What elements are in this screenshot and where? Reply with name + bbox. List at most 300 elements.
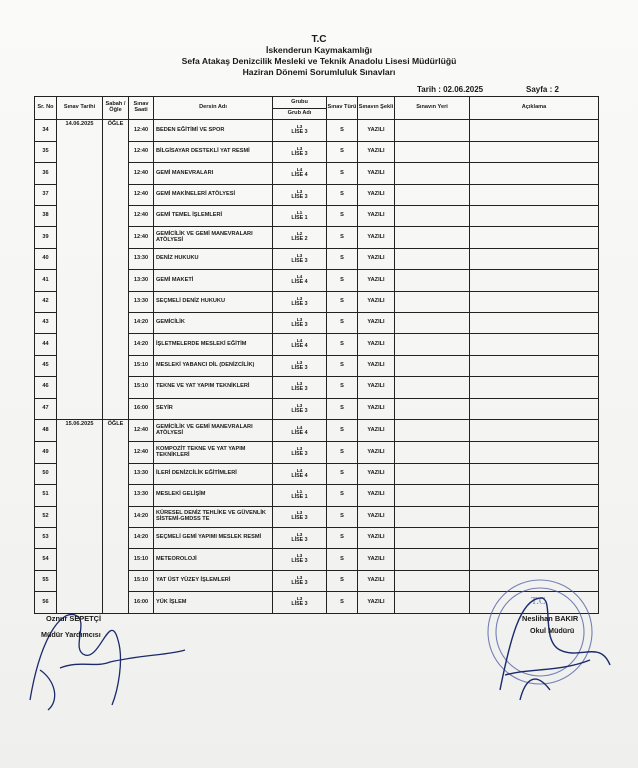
group-cell <box>273 141 327 162</box>
group-name: LİSE 3 <box>291 193 308 200</box>
group-code: L1 <box>296 490 303 496</box>
exam-time: 12:40 <box>129 120 154 142</box>
group-name: LİSE 2 <box>291 236 308 243</box>
exam-shift <box>103 592 129 614</box>
group-code: L3 <box>296 146 303 152</box>
table-row <box>35 141 599 162</box>
course-name: GEMİ MAKİNELERİ ATÖLYESİ <box>154 184 273 205</box>
course-name: YÜK İŞLEM <box>154 592 273 614</box>
table-row <box>35 570 599 591</box>
row-number: 55 <box>35 570 57 591</box>
exam-time: 16:00 <box>129 592 154 614</box>
row-number: 40 <box>35 248 57 269</box>
right-signatory-name: Neslihan BAKIR <box>522 614 579 623</box>
row-number: 47 <box>35 398 57 420</box>
exam-date <box>57 355 103 376</box>
exam-date <box>57 334 103 355</box>
exam-type: S <box>327 355 358 376</box>
exam-type: S <box>327 377 358 398</box>
exam-type: S <box>327 506 358 527</box>
group-name: LİSE 3 <box>291 364 308 371</box>
col-header-shift: Sabah / Öğle <box>103 97 129 120</box>
course-name: YAT ÜST YÜZEY İŞLEMLERİ <box>154 570 273 591</box>
group-name: LİSE 3 <box>291 536 308 543</box>
group-cell <box>273 485 327 506</box>
course-name: SEYİR <box>154 398 273 420</box>
group-name: LİSE 3 <box>291 601 308 608</box>
row-number: 54 <box>35 549 57 570</box>
row-number: 49 <box>35 442 57 463</box>
exam-format: YAZILI <box>358 163 395 184</box>
group-name: LİSE 3 <box>291 558 308 565</box>
table-row <box>35 206 599 227</box>
group-name: LİSE 4 <box>291 279 308 286</box>
group-name: LİSE 4 <box>291 343 308 350</box>
group-name: LİSE 3 <box>291 129 308 136</box>
table-row <box>35 442 599 463</box>
exam-shift <box>103 227 129 248</box>
exam-format: YAZILI <box>358 141 395 162</box>
exam-place <box>395 227 470 248</box>
table-row <box>35 485 599 506</box>
exam-type: S <box>327 527 358 548</box>
exam-shift <box>103 355 129 376</box>
exam-type: S <box>327 291 358 312</box>
col-header-date: Sınav Tarihi <box>57 97 103 120</box>
group-code: L4 <box>296 339 303 345</box>
exam-type: S <box>327 334 358 355</box>
col-header-group-label: Grubu <box>291 98 308 105</box>
exam-place <box>395 291 470 312</box>
exam-format: YAZILI <box>358 570 395 591</box>
exam-format: YAZILI <box>358 485 395 506</box>
exam-type: S <box>327 270 358 291</box>
col-header-format: Sınavın Şekli <box>358 97 395 120</box>
course-name: MESLEKİ YABANCI DİL (DENİZCİLİK) <box>154 355 273 376</box>
row-number: 51 <box>35 485 57 506</box>
table-row <box>35 270 599 291</box>
exam-date <box>57 398 103 420</box>
exam-note <box>470 184 599 205</box>
exam-time: 12:40 <box>129 420 154 442</box>
group-name: LİSE 3 <box>291 579 308 586</box>
page-number: Sayfa : 2 <box>526 85 559 94</box>
exam-shift <box>103 291 129 312</box>
exam-format: YAZILI <box>358 420 395 442</box>
exam-place <box>395 420 470 442</box>
exam-time: 12:40 <box>129 163 154 184</box>
col-header-type: Sınav Türü <box>327 97 358 120</box>
exam-format: YAZILI <box>358 227 395 248</box>
group-cell <box>273 313 327 334</box>
exam-date <box>57 227 103 248</box>
course-name: GEMİ MAKETİ <box>154 270 273 291</box>
group-code: L3 <box>296 253 303 259</box>
exam-date <box>57 184 103 205</box>
group-cell <box>273 227 327 248</box>
group-name: LİSE 3 <box>291 257 308 264</box>
exam-note <box>470 291 599 312</box>
exam-type: S <box>327 485 358 506</box>
exam-shift: ÖĞLE <box>103 420 129 442</box>
exam-time: 13:30 <box>129 463 154 484</box>
col-header-place: Sınavın Yeri <box>395 97 470 120</box>
exam-format: YAZILI <box>358 549 395 570</box>
table-row <box>35 334 599 355</box>
course-name: İŞLETMELERDE MESLEKİ EĞİTİM <box>154 334 273 355</box>
exam-format: YAZILI <box>358 442 395 463</box>
exam-date <box>57 506 103 527</box>
exam-type: S <box>327 141 358 162</box>
exam-note <box>470 420 599 442</box>
row-number: 44 <box>35 334 57 355</box>
exam-place <box>395 270 470 291</box>
table-row <box>35 398 599 420</box>
group-cell <box>273 463 327 484</box>
exam-note <box>470 206 599 227</box>
exam-note <box>470 570 599 591</box>
table-row <box>35 313 599 334</box>
left-signatory-name: Oznur SEPETÇİ <box>46 614 102 623</box>
exam-place <box>395 184 470 205</box>
row-number: 53 <box>35 527 57 548</box>
group-code: L1 <box>296 210 303 216</box>
group-cell <box>273 270 327 291</box>
exam-format: YAZILI <box>358 206 395 227</box>
exam-place <box>395 120 470 142</box>
exam-shift: ÖĞLE <box>103 120 129 142</box>
exam-time: 13:30 <box>129 485 154 506</box>
exam-format: YAZILI <box>358 120 395 142</box>
exam-shift <box>103 398 129 420</box>
document-date: Tarih : 02.06.2025 <box>417 85 484 94</box>
exam-place <box>395 463 470 484</box>
exam-date <box>57 141 103 162</box>
exam-schedule-table <box>34 96 599 614</box>
exam-format: YAZILI <box>358 592 395 614</box>
col-header-note: Açıklama <box>470 97 599 120</box>
exam-note <box>470 163 599 184</box>
exam-time: 15:10 <box>129 549 154 570</box>
table-row <box>35 463 599 484</box>
exam-shift <box>103 270 129 291</box>
exam-time: 13:30 <box>129 291 154 312</box>
exam-date <box>57 570 103 591</box>
exam-time: 12:40 <box>129 184 154 205</box>
group-cell <box>273 206 327 227</box>
course-name: GEMİ TEMEL İŞLEMLERİ <box>154 206 273 227</box>
exam-place <box>395 398 470 420</box>
group-name: LİSE 3 <box>291 321 308 328</box>
table-row <box>35 184 599 205</box>
right-signatory-title: Okul Müdürü <box>530 626 575 635</box>
group-code: L4 <box>296 468 303 474</box>
exam-format: YAZILI <box>358 398 395 420</box>
exam-type: S <box>327 184 358 205</box>
group-name: LİSE 3 <box>291 515 308 522</box>
row-number: 41 <box>35 270 57 291</box>
exam-type: S <box>327 206 358 227</box>
group-code: L3 <box>296 597 303 603</box>
exam-note <box>470 120 599 142</box>
course-name: TEKNE VE YAT YAPIM TEKNİKLERİ <box>154 377 273 398</box>
exam-date <box>57 485 103 506</box>
row-number: 37 <box>35 184 57 205</box>
group-cell <box>273 184 327 205</box>
exam-time: 14:20 <box>129 527 154 548</box>
exam-shift <box>103 527 129 548</box>
exam-time: 15:10 <box>129 377 154 398</box>
header-country: T.C <box>311 34 327 45</box>
exam-shift <box>103 334 129 355</box>
exam-place <box>395 206 470 227</box>
exam-date <box>57 313 103 334</box>
row-number: 42 <box>35 291 57 312</box>
exam-note <box>470 270 599 291</box>
exam-format: YAZILI <box>358 334 395 355</box>
exam-date <box>57 442 103 463</box>
exam-place <box>395 442 470 463</box>
exam-time: 14:20 <box>129 506 154 527</box>
exam-time: 12:40 <box>129 442 154 463</box>
exam-date <box>57 592 103 614</box>
course-name: GEMİCİLİK <box>154 313 273 334</box>
exam-note <box>470 227 599 248</box>
group-cell <box>273 291 327 312</box>
exam-place <box>395 248 470 269</box>
row-number: 50 <box>35 463 57 484</box>
exam-place <box>395 506 470 527</box>
course-name: GEMİCİLİK VE GEMİ MANEVRALARI ATÖLYESİ <box>154 420 273 442</box>
group-code: L3 <box>296 403 303 409</box>
group-code: L3 <box>296 511 303 517</box>
row-number: 39 <box>35 227 57 248</box>
table-row <box>35 592 599 614</box>
exam-shift <box>103 141 129 162</box>
header-district: İskenderun Kaymakamlığı <box>265 45 373 55</box>
group-name: LİSE 3 <box>291 451 308 458</box>
exam-date <box>57 291 103 312</box>
row-number: 46 <box>35 377 57 398</box>
course-name: KOMPOZİT TEKNE VE YAT YAPIM TEKNİKLERİ <box>154 442 273 463</box>
row-number: 43 <box>35 313 57 334</box>
exam-type: S <box>327 398 358 420</box>
course-name: SEÇMELİ GEMİ YAPIMI MESLEK RESMİ <box>154 527 273 548</box>
table-row <box>35 163 599 184</box>
exam-note <box>470 527 599 548</box>
table-row <box>35 227 599 248</box>
group-code: L4 <box>296 168 303 174</box>
group-code: L4 <box>296 425 303 431</box>
exam-format: YAZILI <box>358 313 395 334</box>
exam-format: YAZILI <box>358 463 395 484</box>
exam-format: YAZILI <box>358 184 395 205</box>
exam-date <box>57 248 103 269</box>
exam-date <box>57 377 103 398</box>
group-code: L3 <box>296 575 303 581</box>
exam-place <box>395 570 470 591</box>
stamp-lettering: T.C <box>531 596 546 607</box>
exam-type: S <box>327 163 358 184</box>
group-code: L3 <box>296 317 303 323</box>
course-name: MESLEKİ GELİŞİM <box>154 485 273 506</box>
group-cell <box>273 355 327 376</box>
course-name: DENİZ HUKUKU <box>154 248 273 269</box>
table-row <box>35 527 599 548</box>
table-header-row <box>35 97 599 120</box>
exam-shift <box>103 248 129 269</box>
exam-place <box>395 485 470 506</box>
group-code: L2 <box>296 232 303 238</box>
exam-type: S <box>327 463 358 484</box>
exam-format: YAZILI <box>358 291 395 312</box>
exam-place <box>395 355 470 376</box>
exam-format: YAZILI <box>358 355 395 376</box>
exam-place <box>395 163 470 184</box>
exam-note <box>470 141 599 162</box>
col-header-no: Sr. No <box>35 97 57 120</box>
group-code: L3 <box>296 447 303 453</box>
exam-note <box>470 442 599 463</box>
exam-note <box>470 506 599 527</box>
exam-type: S <box>327 313 358 334</box>
group-name: LİSE 3 <box>291 300 308 307</box>
exam-date: 14.06.2025 <box>57 120 103 142</box>
exam-type: S <box>327 570 358 591</box>
table-row <box>35 506 599 527</box>
exam-shift <box>103 313 129 334</box>
row-number: 38 <box>35 206 57 227</box>
exam-date: 15.06.2025 <box>57 420 103 442</box>
exam-shift <box>103 463 129 484</box>
exam-time: 13:30 <box>129 248 154 269</box>
exam-format: YAZILI <box>358 506 395 527</box>
exam-time: 12:40 <box>129 206 154 227</box>
group-cell <box>273 398 327 420</box>
exam-shift <box>103 184 129 205</box>
exam-place <box>395 549 470 570</box>
exam-shift <box>103 206 129 227</box>
group-name: LİSE 4 <box>291 172 308 179</box>
course-name: GEMİ MANEVRALARI <box>154 163 273 184</box>
exam-format: YAZILI <box>358 527 395 548</box>
header-school: Sefa Atakaş Denizcilik Mesleki ve Teknik Anadolu Lisesi Müdürlüğü <box>181 56 457 66</box>
group-cell <box>273 549 327 570</box>
exam-note <box>470 377 599 398</box>
col-header-time: Sınav Saati <box>129 97 154 120</box>
group-name: LİSE 4 <box>291 472 308 479</box>
exam-type: S <box>327 592 358 614</box>
group-cell <box>273 120 327 142</box>
table-row <box>35 120 599 142</box>
exam-date <box>57 549 103 570</box>
table-row <box>35 549 599 570</box>
header-exam-title: Haziran Dönemi Sorumluluk Sınavları <box>242 67 396 77</box>
exam-note <box>470 549 599 570</box>
group-cell <box>273 442 327 463</box>
group-name: LİSE 3 <box>291 407 308 414</box>
exam-format: YAZILI <box>358 270 395 291</box>
group-code: L3 <box>296 554 303 560</box>
exam-type: S <box>327 442 358 463</box>
exam-type: S <box>327 120 358 142</box>
exam-shift <box>103 442 129 463</box>
exam-shift <box>103 549 129 570</box>
course-name: KÜRESEL DENİZ TEHLİKE VE GÜVENLİK SİSTEMİ-GMDSS TE <box>154 506 273 527</box>
exam-note <box>470 485 599 506</box>
exam-time: 16:00 <box>129 398 154 420</box>
row-number: 34 <box>35 120 57 142</box>
exam-time: 13:30 <box>129 270 154 291</box>
exam-place <box>395 377 470 398</box>
exam-time: 12:40 <box>129 227 154 248</box>
row-number: 36 <box>35 163 57 184</box>
group-name: LİSE 1 <box>291 494 308 501</box>
exam-place <box>395 313 470 334</box>
course-name: SEÇMELİ DENİZ HUKUKU <box>154 291 273 312</box>
exam-date <box>57 206 103 227</box>
exam-place <box>395 527 470 548</box>
exam-shift <box>103 163 129 184</box>
exam-note <box>470 334 599 355</box>
course-name: GEMİCİLİK VE GEMİ MANEVRALARI ATÖLYESİ <box>154 227 273 248</box>
left-signatory-title: Müdür Yardımcısı <box>41 630 101 639</box>
exam-note <box>470 355 599 376</box>
group-cell <box>273 248 327 269</box>
group-name: LİSE 3 <box>291 386 308 393</box>
exam-time: 12:40 <box>129 141 154 162</box>
group-cell <box>273 592 327 614</box>
exam-type: S <box>327 248 358 269</box>
group-cell <box>273 506 327 527</box>
exam-note <box>470 248 599 269</box>
row-number: 35 <box>35 141 57 162</box>
course-name: METEOROLOJİ <box>154 549 273 570</box>
exam-time: 15:10 <box>129 355 154 376</box>
group-code: L3 <box>296 189 303 195</box>
exam-date <box>57 463 103 484</box>
exam-shift <box>103 485 129 506</box>
exam-type: S <box>327 227 358 248</box>
exam-time: 14:20 <box>129 313 154 334</box>
table-row <box>35 248 599 269</box>
group-cell <box>273 527 327 548</box>
exam-time: 15:10 <box>129 570 154 591</box>
row-number: 56 <box>35 592 57 614</box>
exam-place <box>395 592 470 614</box>
exam-type: S <box>327 420 358 442</box>
exam-type: S <box>327 549 358 570</box>
col-header-group <box>273 97 327 120</box>
course-name: İLERİ DENİZCİLİK EĞİTİMLERİ <box>154 463 273 484</box>
exam-format: YAZILI <box>358 377 395 398</box>
col-header-group-sub: Grub Adı <box>273 108 326 117</box>
course-name: BİLGİSAYAR DESTEKLİ YAT RESMİ <box>154 141 273 162</box>
group-code: L3 <box>296 125 303 131</box>
group-name: LİSE 1 <box>291 215 308 221</box>
table-row <box>35 420 599 442</box>
table-row <box>35 355 599 376</box>
group-code: L3 <box>296 532 303 538</box>
group-cell <box>273 334 327 355</box>
exam-note <box>470 398 599 420</box>
exam-time: 14:20 <box>129 334 154 355</box>
exam-date <box>57 270 103 291</box>
group-code: L3 <box>296 382 303 388</box>
group-name: LİSE 3 <box>291 150 308 157</box>
exam-shift <box>103 377 129 398</box>
exam-shift <box>103 506 129 527</box>
